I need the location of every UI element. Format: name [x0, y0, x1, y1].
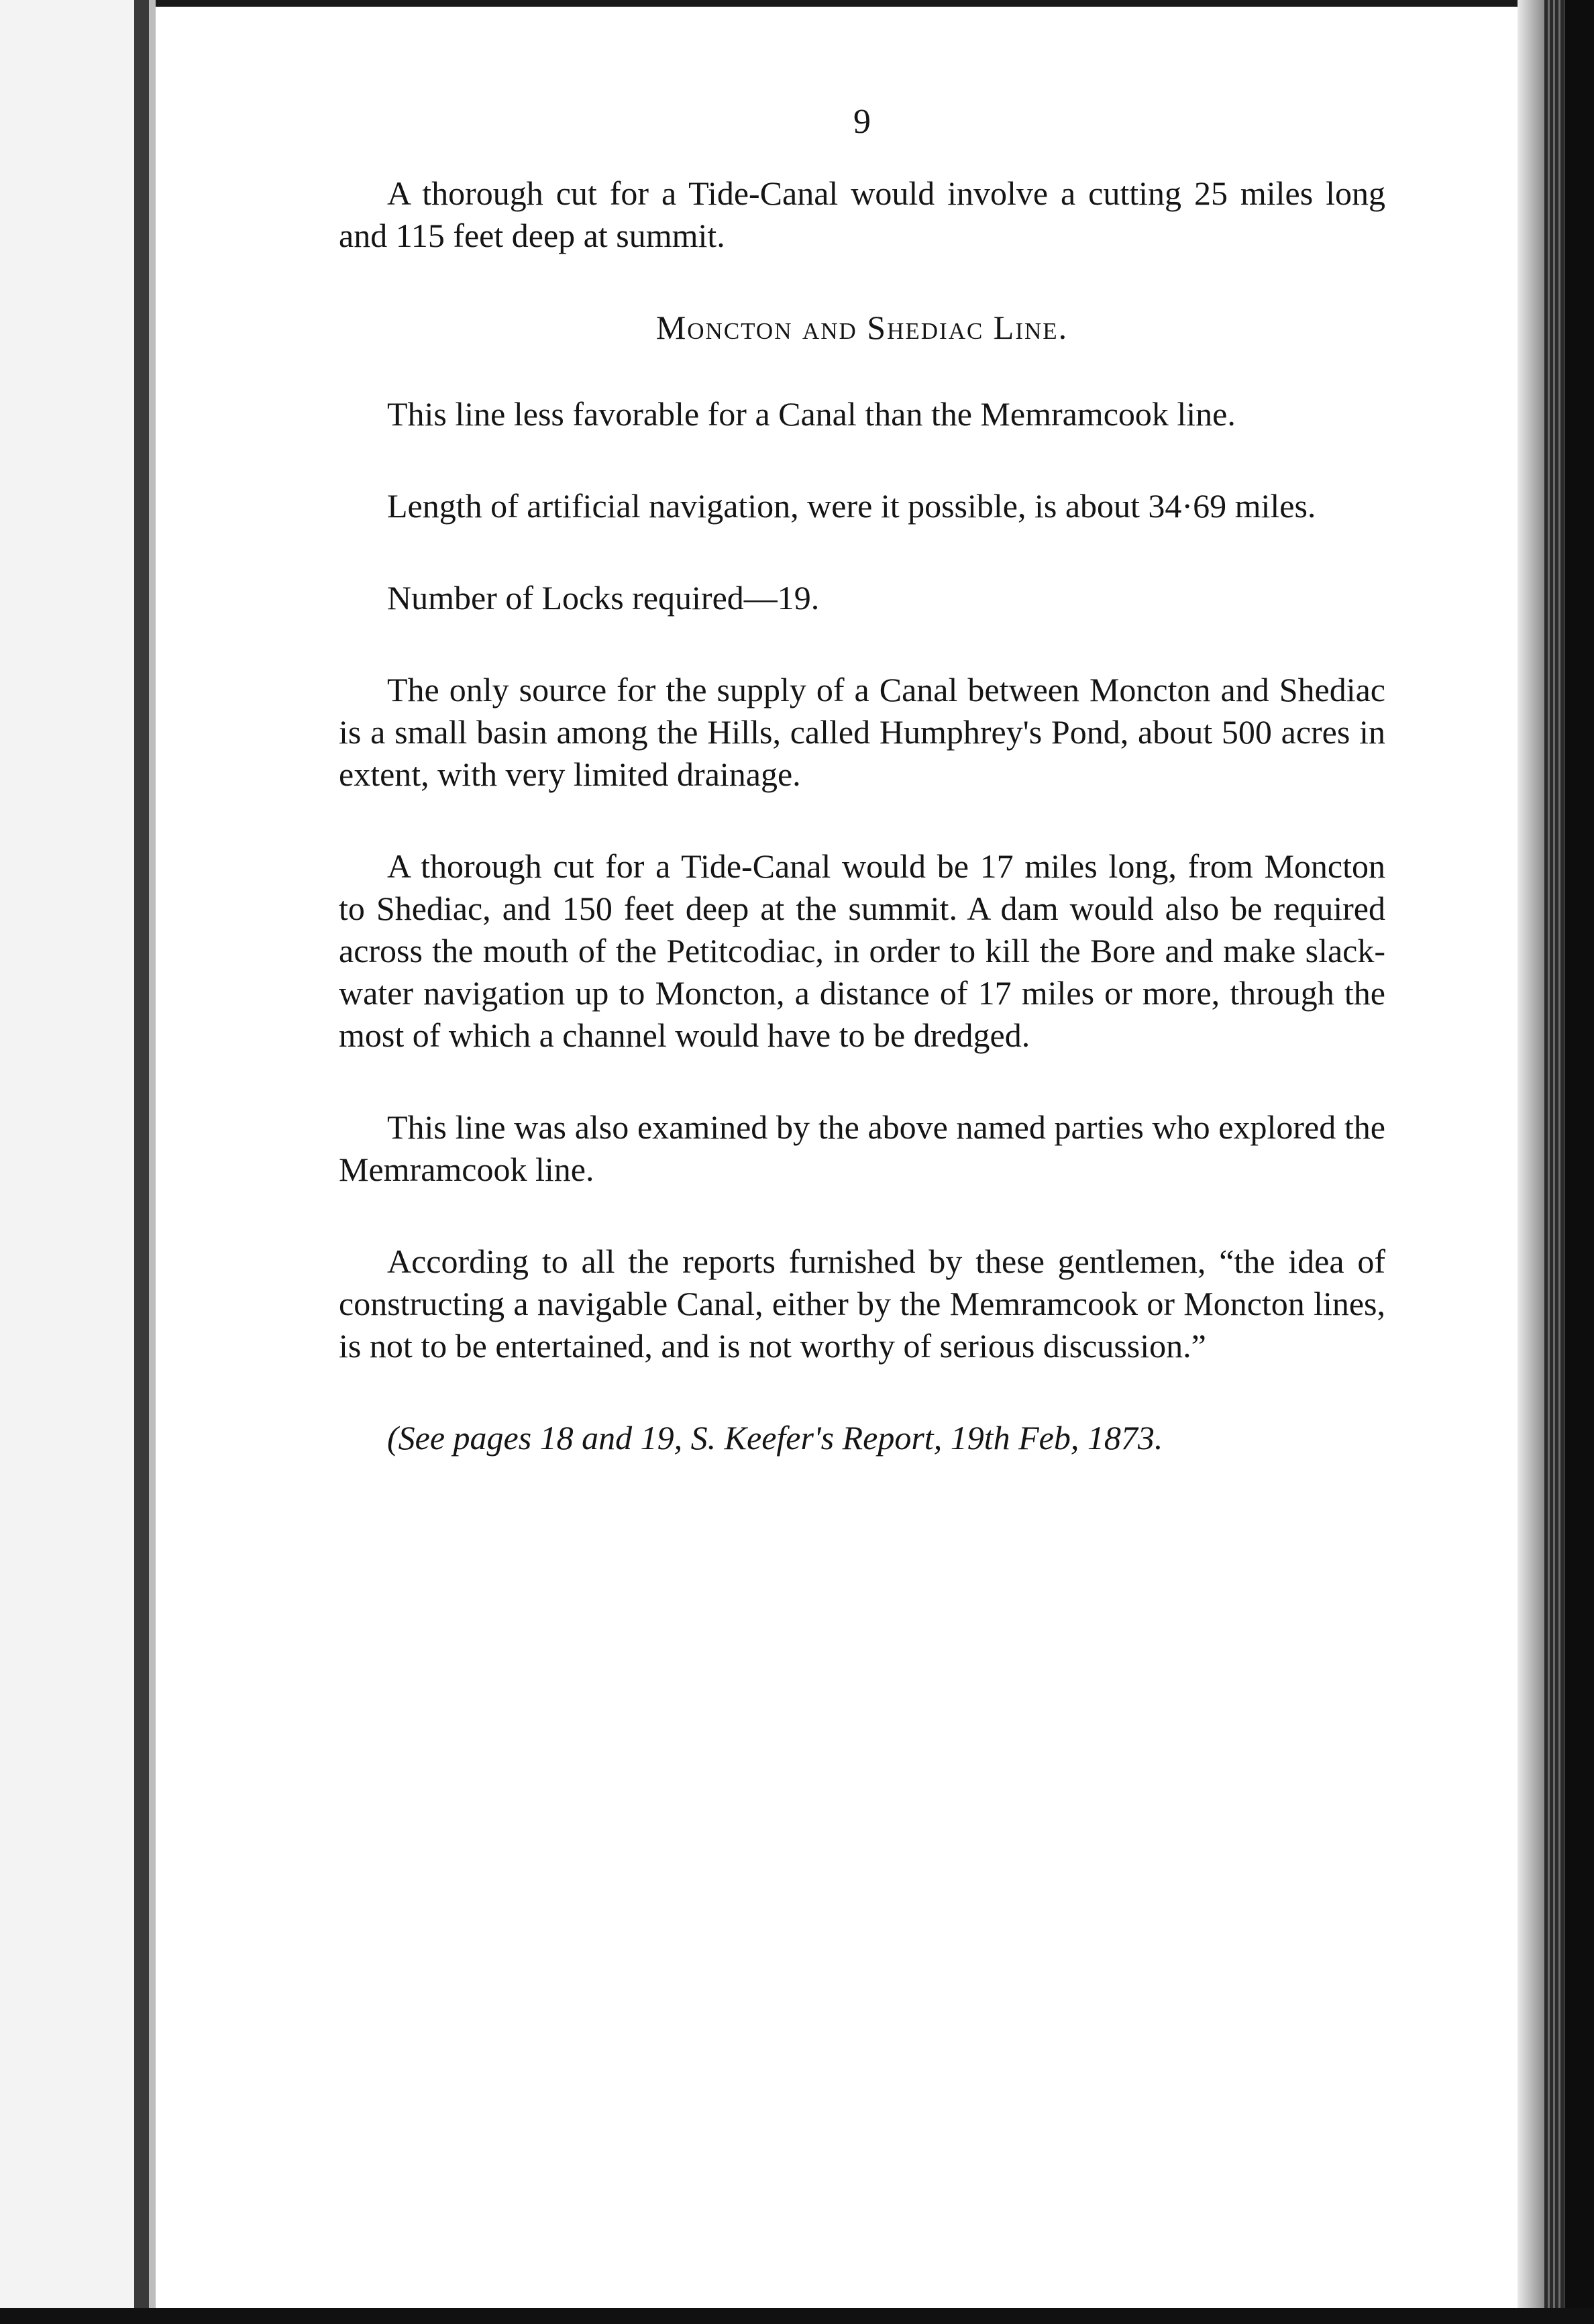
page-number: 9	[853, 103, 871, 141]
book-spine-left	[134, 0, 149, 2324]
document-page	[339, 101, 1385, 1509]
page-curl-shadow	[1518, 0, 1544, 2324]
scan-top-edge	[0, 0, 1594, 7]
paragraph-navigation-length: Length of artificial navigation, were it possible, is about 34·69 miles.	[387, 487, 1316, 525]
scan-right-edge	[1564, 0, 1594, 2324]
citation: (See pages 18 and 19, S. Keefer's Report, 19th Feb, 1873.	[387, 1419, 1163, 1457]
page-stack-edges	[1544, 0, 1564, 2324]
paragraph-tide-canal-memramcook: A thorough cut for a Tide-Canal would involve a cutting 25 miles long and 115 feet deep at summit.	[339, 174, 1385, 254]
paragraph-supply-source: The only source for the supply of a Canal between Moncton and Shediac is a small basin among the Hills, called Humphrey's Pond, about 500 acres in extent, with very limited drainage.	[339, 671, 1385, 793]
paragraph-locks-required: Number of Locks required—19.	[387, 579, 820, 617]
section-heading: Moncton and Shediac Line.	[655, 309, 1069, 346]
paragraph-reports-conclusion: According to all the reports furnished by these gentlemen, “the idea of constructing a navigable Canal, either by the Memramcook or Moncton lines, is not to be entertained, and is not worthy of serious discussion.”	[339, 1243, 1385, 1365]
spine-shadow-left	[149, 0, 156, 2324]
paragraph-tide-canal-moncton: A thorough cut for a Tide-Canal would be 17 miles long, from Moncton to Shediac, and 150 feet deep at the summit. A dam would also be required across the mouth of the Petitcodiac, in order to kill the Bore and make slack-water navigation up to Moncton, a distance of 17 miles or more, through the most of which a channel would have to be dredged.	[339, 847, 1385, 1054]
paragraph-line-less-favorable: This line less favorable for a Canal than the Memramcook line.	[387, 395, 1236, 433]
paragraph-line-examined: This line was also examined by the above named parties who explored the Memramcook line.	[339, 1108, 1385, 1188]
scan-bottom-edge	[0, 2308, 1594, 2324]
scan-left-margin	[0, 0, 134, 2324]
